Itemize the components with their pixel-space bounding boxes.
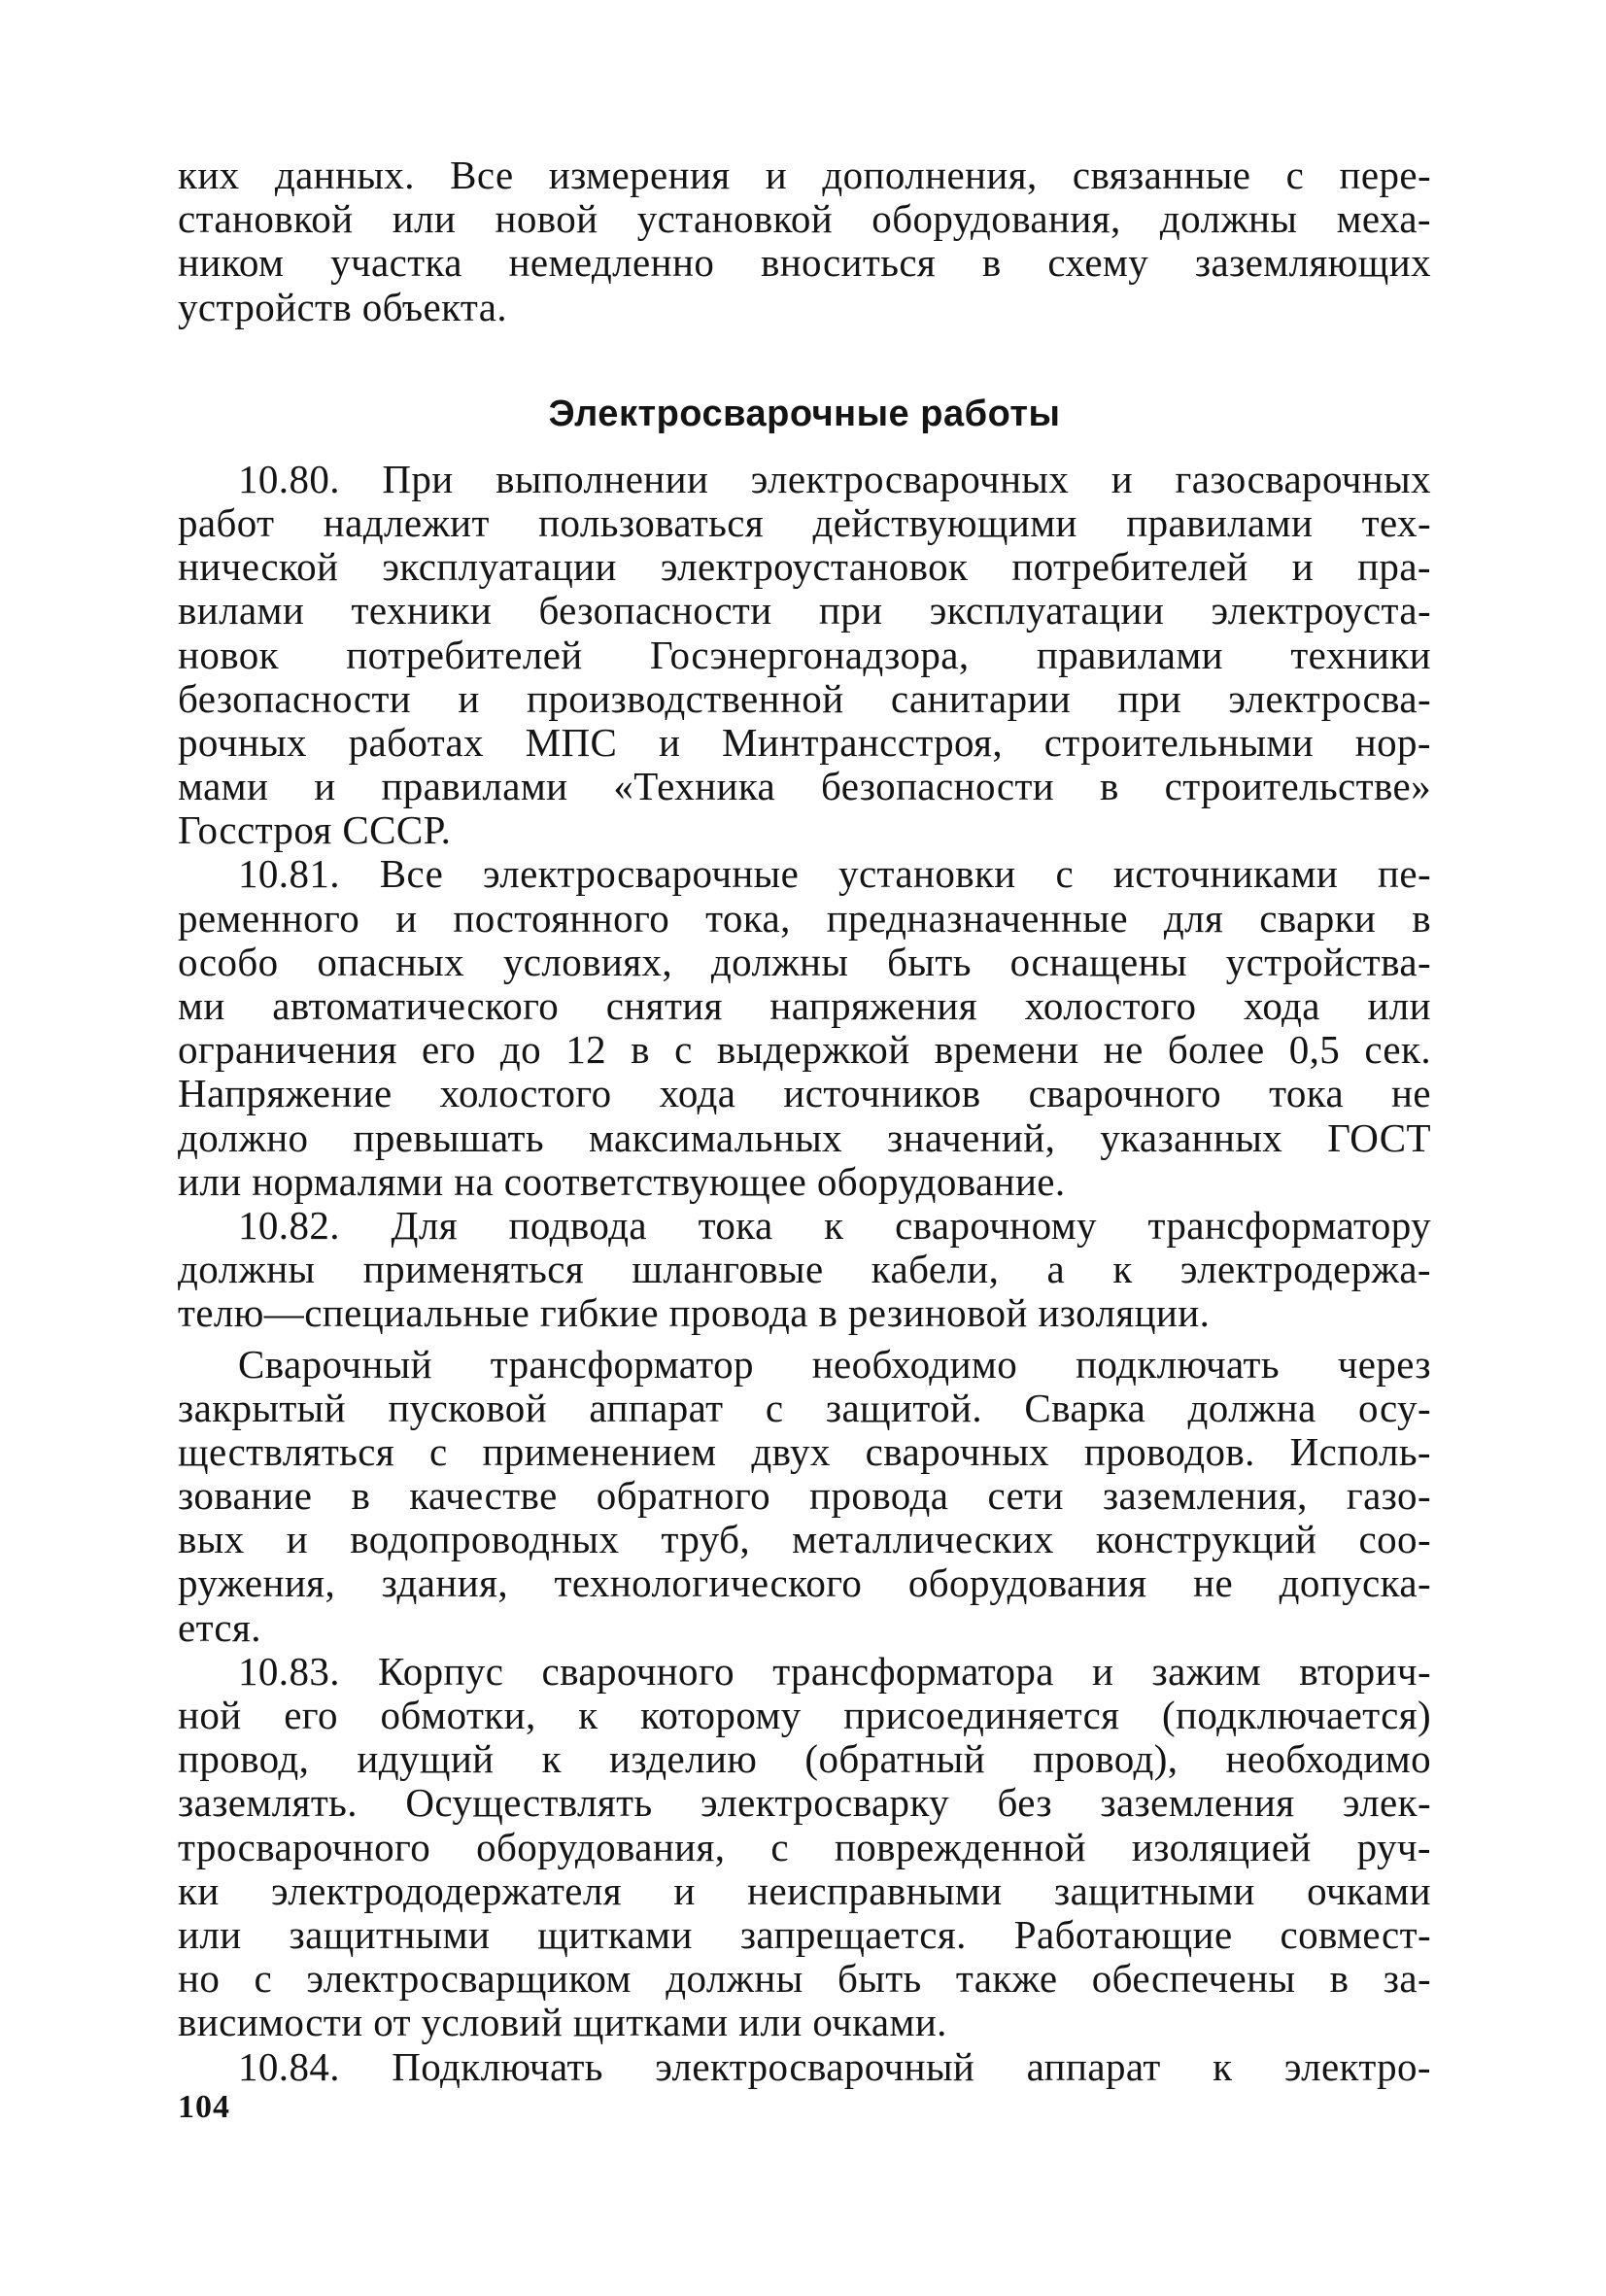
text-line: ществляться с применением двух сварочных проводов. Исполь- — [178, 1428, 1431, 1474]
text-line: тросварочного оборудования, с поврежденной изоляцией руч- — [178, 1824, 1431, 1869]
text-line: закрытый пусковой аппарат с защитой. Сварка должна осу- — [178, 1385, 1431, 1430]
text-line: особо опасных условиях, должны быть оснащены устройства- — [178, 939, 1431, 984]
text-line: 10.83. Корпус сварочного трансформатора и зажим вторич- — [238, 1648, 1431, 1694]
text-line: Госстроя СССР. — [178, 807, 452, 853]
text-line: мами и правилами «Техника безопасности в строительстве» — [178, 764, 1431, 809]
text-line: работ надлежит пользоваться действующими правилами тех- — [178, 499, 1431, 545]
paragraph-10-80 — [178, 458, 1431, 853]
text-line: но с электросварщиком должны быть также обеспечены в за- — [178, 1956, 1431, 2002]
paragraph-10-84 — [178, 2045, 1431, 2089]
page-number: 104 — [178, 2089, 230, 2125]
text-line: висимости от условий щитками или очками. — [178, 2000, 947, 2045]
text-line: становкой или новой установкой оборудования, должны меха- — [178, 196, 1431, 242]
text-line: ки электрододержателя и неисправными защитными очками — [178, 1868, 1431, 1913]
page-body — [178, 154, 1431, 2089]
intro-paragraph — [178, 154, 1431, 329]
text-line: ником участка немедленно вноситься в схему заземляющих — [178, 240, 1431, 286]
text-line: должны применяться шланговые кабели, а к электродержа- — [178, 1247, 1431, 1292]
text-line: провод, идущий к изделию (обратный провод), необходимо — [178, 1736, 1431, 1782]
text-line: ми автоматического снятия напряжения холостого хода или — [178, 983, 1431, 1028]
paragraph-welding-transformer — [178, 1343, 1431, 1650]
text-line: Сварочный трансформатор необходимо подключать через — [238, 1341, 1431, 1387]
text-line: 10.80. При выполнении электросварочных и газосварочных — [238, 456, 1431, 501]
paragraph-10-81 — [178, 852, 1431, 1204]
text-line: или нормалями на соответствующее оборудование. — [178, 1158, 1066, 1204]
text-line: безопасности и производственной санитарии при электросва- — [178, 675, 1431, 721]
text-line: Напряжение холостого хода источников сварочного тока не — [178, 1071, 1431, 1116]
text-line: нической эксплуатации электроустановок потребителей и пра- — [178, 544, 1431, 590]
text-line: вых и водопроводных труб, металлических конструкций соо- — [178, 1517, 1431, 1562]
text-line: ограничения его до 12 в с выдержкой времени не более 0,5 сек. — [178, 1027, 1431, 1073]
text-line: ной его обмотки, к которому присоединяется (подключается) — [178, 1693, 1431, 1737]
text-line: должно превышать максимальных значений, указанных ГОСТ — [178, 1114, 1431, 1160]
text-line: или защитными щитками запрещается. Работающие совмест- — [178, 1911, 1431, 1957]
text-line: ружения, здания, технологического оборудования не допуска- — [178, 1560, 1431, 1606]
text-line: заземлять. Осуществлять электросварку без заземления элек- — [178, 1780, 1431, 1826]
text-line: рочных работах МПС и Минтрансстроя, строительными нор- — [178, 719, 1431, 765]
text-line: устройств объекта. — [178, 284, 507, 329]
text-line: новок потребителей Госэнергонадзора, правилами техники — [178, 632, 1431, 677]
text-line: 10.81. Все электросварочные установки с источниками пе- — [238, 851, 1431, 897]
text-line: 10.84. Подключать электросварочный аппарат к электро- — [238, 2043, 1431, 2089]
paragraph-10-83 — [178, 1650, 1431, 2045]
text-line: ременного и постоянного тока, предназначенные для сварки в — [178, 895, 1431, 941]
section-title: Электросварочные работы — [548, 393, 1061, 434]
paragraph-10-82 — [178, 1204, 1431, 1336]
text-line: вилами техники безопасности при эксплуатации электроуста- — [178, 588, 1431, 634]
text-line: телю—специальные гибкие провода в резиновой изоляции. — [178, 1290, 1211, 1336]
text-line: ется. — [178, 1604, 261, 1650]
text-line: 10.82. Для подвода тока к сварочному трансформатору — [238, 1202, 1431, 1248]
text-line: зование в качестве обратного провода сети заземления, газо- — [178, 1473, 1431, 1519]
text-line: ких данных. Все измерения и дополнения, связанные с пере- — [178, 153, 1431, 197]
